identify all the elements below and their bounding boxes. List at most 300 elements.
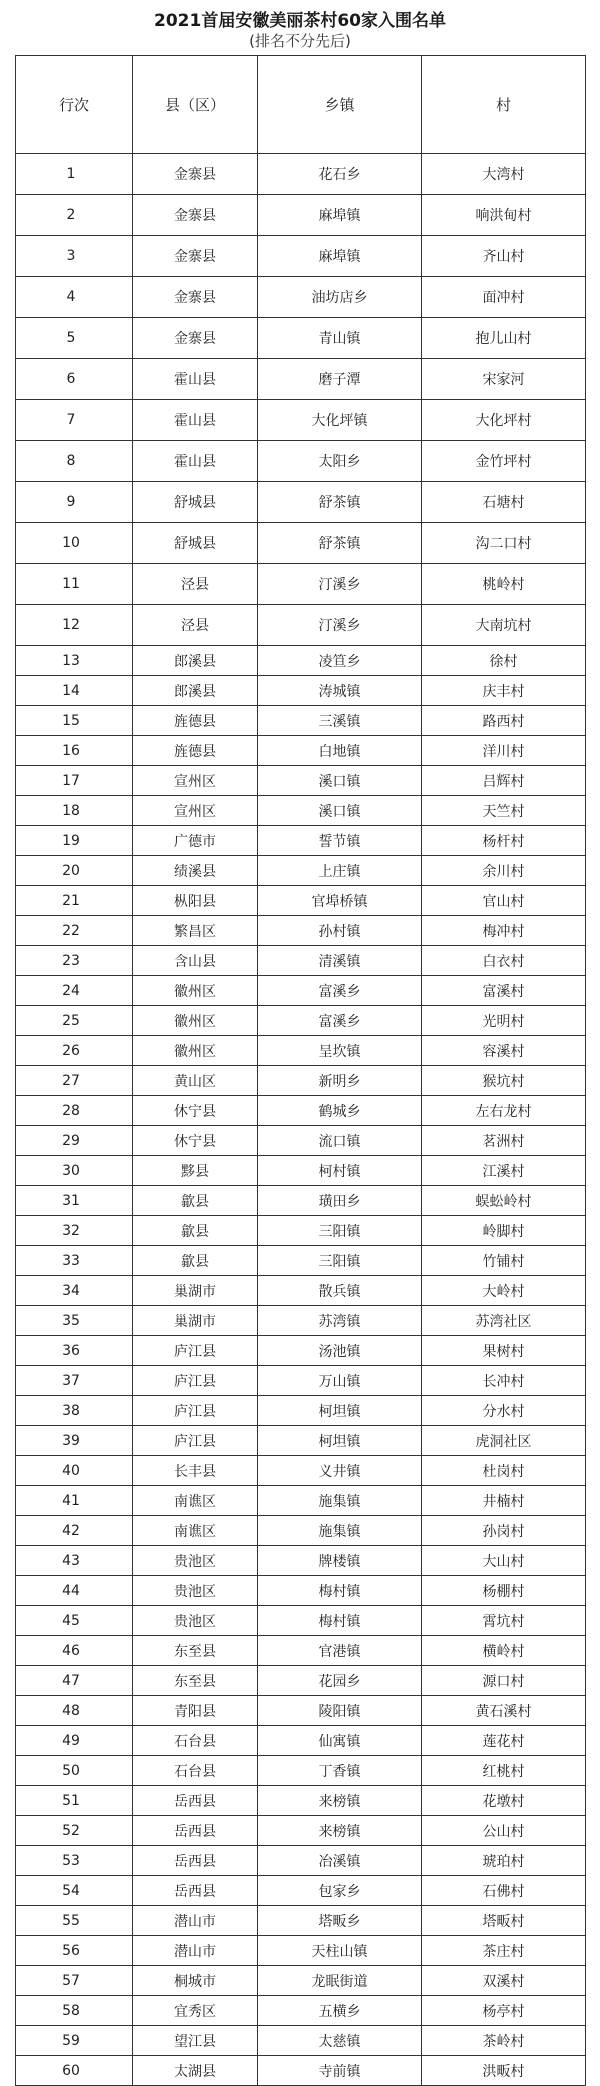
cell-village: 余川村: [422, 856, 586, 886]
cell-index: 51: [16, 1786, 133, 1816]
table-row: [16, 976, 586, 1006]
cell-town: 施集镇: [258, 1516, 422, 1546]
table-row: [16, 1636, 586, 1666]
cell-index: 18: [16, 796, 133, 826]
cell-town: 天柱山镇: [258, 1936, 422, 1966]
cell-county: 岳西县: [133, 1786, 258, 1816]
cell-county: 舒城县: [133, 523, 258, 564]
cell-village: 大化坪村: [422, 400, 586, 441]
cell-county: 庐江县: [133, 1336, 258, 1366]
cell-index: 39: [16, 1426, 133, 1456]
cell-village: 茶岭村: [422, 2026, 586, 2056]
cell-village: 洋川村: [422, 736, 586, 766]
cell-village: 茗洲村: [422, 1126, 586, 1156]
cell-town: 太阳乡: [258, 441, 422, 482]
cell-county: 徽州区: [133, 1036, 258, 1066]
cell-town: 舒茶镇: [258, 482, 422, 523]
cell-index: 10: [16, 523, 133, 564]
cell-county: 太湖县: [133, 2056, 258, 2086]
cell-town: 牌楼镇: [258, 1546, 422, 1576]
cell-village: 大山村: [422, 1546, 586, 1576]
cell-index: 56: [16, 1936, 133, 1966]
cell-village: 天竺村: [422, 796, 586, 826]
cell-county: 庐江县: [133, 1396, 258, 1426]
cell-town: 麻埠镇: [258, 236, 422, 277]
cell-town: 五横乡: [258, 1996, 422, 2026]
table-row: [16, 916, 586, 946]
cell-town: 璜田乡: [258, 1186, 422, 1216]
cell-village: 孙岗村: [422, 1516, 586, 1546]
cell-town: 陵阳镇: [258, 1696, 422, 1726]
cell-county: 青阳县: [133, 1696, 258, 1726]
cell-town: 花石乡: [258, 154, 422, 195]
cell-index: 58: [16, 1996, 133, 2026]
cell-village: 虎洞社区: [422, 1426, 586, 1456]
cell-index: 55: [16, 1906, 133, 1936]
cell-index: 11: [16, 564, 133, 605]
table-row: [16, 1756, 586, 1786]
cell-county: 霍山县: [133, 359, 258, 400]
cell-county: 潜山市: [133, 1936, 258, 1966]
cell-index: 59: [16, 2026, 133, 2056]
cell-town: 包家乡: [258, 1876, 422, 1906]
cell-town: 苏湾镇: [258, 1306, 422, 1336]
page-title: 2021首届安徽美丽茶村60家入围名单: [154, 11, 446, 31]
cell-town: 花园乡: [258, 1666, 422, 1696]
table-row: [16, 1966, 586, 1996]
cell-county: 霍山县: [133, 441, 258, 482]
cell-index: 60: [16, 2056, 133, 2086]
table-row: [16, 826, 586, 856]
cell-village: 桃岭村: [422, 564, 586, 605]
table-row: [16, 1426, 586, 1456]
table-row: [16, 482, 586, 523]
header-county: 县（区）: [133, 56, 258, 154]
table-row: [16, 1066, 586, 1096]
cell-village: 吕辉村: [422, 766, 586, 796]
table-row: [16, 1276, 586, 1306]
cell-index: 30: [16, 1156, 133, 1186]
cell-town: 麻埠镇: [258, 195, 422, 236]
table-row: [16, 1216, 586, 1246]
cell-town: 汀溪乡: [258, 564, 422, 605]
cell-county: 贵池区: [133, 1576, 258, 1606]
cell-county: 郎溪县: [133, 646, 258, 676]
table-row: [16, 1156, 586, 1186]
cell-index: 28: [16, 1096, 133, 1126]
cell-town: 官港镇: [258, 1636, 422, 1666]
table-row: [16, 856, 586, 886]
cell-index: 52: [16, 1816, 133, 1846]
cell-index: 35: [16, 1306, 133, 1336]
cell-town: 三阳镇: [258, 1246, 422, 1276]
table-row: [16, 1546, 586, 1576]
cell-village: 官山村: [422, 886, 586, 916]
cell-town: 清溪镇: [258, 946, 422, 976]
cell-index: 21: [16, 886, 133, 916]
cell-index: 44: [16, 1576, 133, 1606]
cell-town: 誓节镇: [258, 826, 422, 856]
table-row: [16, 1576, 586, 1606]
table-row: [16, 1846, 586, 1876]
cell-village: 茶庄村: [422, 1936, 586, 1966]
cell-county: 旌德县: [133, 736, 258, 766]
table-row: [16, 1816, 586, 1846]
cell-county: 潜山市: [133, 1906, 258, 1936]
cell-index: 37: [16, 1366, 133, 1396]
table-row: [16, 1516, 586, 1546]
cell-town: 太慈镇: [258, 2026, 422, 2056]
village-table: [15, 55, 586, 2086]
cell-index: 33: [16, 1246, 133, 1276]
cell-village: 大南坑村: [422, 605, 586, 646]
cell-town: 鹤城乡: [258, 1096, 422, 1126]
cell-town: 三溪镇: [258, 706, 422, 736]
cell-town: 三阳镇: [258, 1216, 422, 1246]
cell-county: 南谯区: [133, 1516, 258, 1546]
cell-index: 26: [16, 1036, 133, 1066]
cell-county: 巢湖市: [133, 1276, 258, 1306]
cell-town: 油坊店乡: [258, 277, 422, 318]
cell-index: 14: [16, 676, 133, 706]
cell-village: 岭脚村: [422, 1216, 586, 1246]
cell-village: 红桃村: [422, 1756, 586, 1786]
cell-county: 繁昌区: [133, 916, 258, 946]
table-row: [16, 766, 586, 796]
table-row: [16, 946, 586, 976]
cell-index: 2: [16, 195, 133, 236]
table-row: [16, 1186, 586, 1216]
cell-index: 54: [16, 1876, 133, 1906]
cell-index: 12: [16, 605, 133, 646]
cell-village: 杨杆村: [422, 826, 586, 856]
cell-index: 53: [16, 1846, 133, 1876]
cell-county: 金寨县: [133, 154, 258, 195]
cell-index: 13: [16, 646, 133, 676]
table-row: [16, 1606, 586, 1636]
cell-county: 庐江县: [133, 1366, 258, 1396]
cell-county: 贵池区: [133, 1606, 258, 1636]
cell-index: 24: [16, 976, 133, 1006]
cell-village: 大湾村: [422, 154, 586, 195]
cell-index: 23: [16, 946, 133, 976]
cell-town: 呈坎镇: [258, 1036, 422, 1066]
cell-county: 岳西县: [133, 1846, 258, 1876]
cell-town: 溪口镇: [258, 796, 422, 826]
cell-village: 塔畈村: [422, 1906, 586, 1936]
cell-town: 涛城镇: [258, 676, 422, 706]
cell-county: 东至县: [133, 1666, 258, 1696]
cell-town: 富溪乡: [258, 976, 422, 1006]
cell-village: 大岭村: [422, 1276, 586, 1306]
cell-town: 磨子潭: [258, 359, 422, 400]
cell-village: 沟二口村: [422, 523, 586, 564]
table-row: [16, 1396, 586, 1426]
cell-village: 苏湾社区: [422, 1306, 586, 1336]
cell-town: 柯坦镇: [258, 1396, 422, 1426]
table-row: [16, 1906, 586, 1936]
header-village: 村: [422, 56, 586, 154]
table-row: [16, 2026, 586, 2056]
cell-village: 井楠村: [422, 1486, 586, 1516]
cell-village: 蜈蚣岭村: [422, 1186, 586, 1216]
cell-county: 石台县: [133, 1726, 258, 1756]
cell-index: 29: [16, 1126, 133, 1156]
cell-county: 歙县: [133, 1186, 258, 1216]
cell-index: 41: [16, 1486, 133, 1516]
cell-index: 43: [16, 1546, 133, 1576]
cell-index: 15: [16, 706, 133, 736]
table-row: [16, 400, 586, 441]
header-town: 乡镇: [258, 56, 422, 154]
table-header-row: [16, 56, 586, 154]
cell-village: 石佛村: [422, 1876, 586, 1906]
table-row: [16, 1096, 586, 1126]
cell-village: 长冲村: [422, 1366, 586, 1396]
cell-village: 面冲村: [422, 277, 586, 318]
cell-county: 岳西县: [133, 1876, 258, 1906]
table-row: [16, 523, 586, 564]
table-row: [16, 1306, 586, 1336]
cell-village: 猴坑村: [422, 1066, 586, 1096]
cell-village: 徐村: [422, 646, 586, 676]
table-row: [16, 1726, 586, 1756]
cell-town: 丁香镇: [258, 1756, 422, 1786]
cell-county: 金寨县: [133, 277, 258, 318]
cell-town: 柯村镇: [258, 1156, 422, 1186]
cell-county: 霍山县: [133, 400, 258, 441]
cell-county: 贵池区: [133, 1546, 258, 1576]
table-row: [16, 1336, 586, 1366]
cell-county: 宣州区: [133, 796, 258, 826]
cell-town: 塔畈乡: [258, 1906, 422, 1936]
table-row: [16, 1696, 586, 1726]
cell-county: 舒城县: [133, 482, 258, 523]
cell-county: 绩溪县: [133, 856, 258, 886]
cell-county: 望江县: [133, 2026, 258, 2056]
cell-county: 广德市: [133, 826, 258, 856]
cell-town: 汀溪乡: [258, 605, 422, 646]
table-row: [16, 195, 586, 236]
cell-town: 流口镇: [258, 1126, 422, 1156]
cell-index: 17: [16, 766, 133, 796]
cell-county: 郎溪县: [133, 676, 258, 706]
cell-county: 金寨县: [133, 318, 258, 359]
table-row: [16, 1036, 586, 1066]
cell-county: 徽州区: [133, 976, 258, 1006]
cell-village: 公山村: [422, 1816, 586, 1846]
cell-village: 容溪村: [422, 1036, 586, 1066]
table-row: [16, 676, 586, 706]
table-body: [16, 154, 586, 2086]
cell-index: 9: [16, 482, 133, 523]
cell-index: 25: [16, 1006, 133, 1036]
cell-index: 57: [16, 1966, 133, 1996]
cell-index: 20: [16, 856, 133, 886]
table-row: [16, 359, 586, 400]
cell-town: 冶溪镇: [258, 1846, 422, 1876]
table-row: [16, 564, 586, 605]
cell-town: 万山镇: [258, 1366, 422, 1396]
cell-village: 洪畈村: [422, 2056, 586, 2086]
page-subtitle: (排名不分先后): [249, 32, 351, 50]
cell-county: 金寨县: [133, 236, 258, 277]
cell-village: 宋家河: [422, 359, 586, 400]
cell-village: 竹铺村: [422, 1246, 586, 1276]
cell-town: 舒茶镇: [258, 523, 422, 564]
cell-town: 新明乡: [258, 1066, 422, 1096]
cell-village: 霄坑村: [422, 1606, 586, 1636]
cell-village: 源口村: [422, 1666, 586, 1696]
table-row: [16, 1486, 586, 1516]
cell-county: 旌德县: [133, 706, 258, 736]
cell-town: 青山镇: [258, 318, 422, 359]
cell-village: 梅冲村: [422, 916, 586, 946]
cell-town: 孙村镇: [258, 916, 422, 946]
cell-town: 施集镇: [258, 1486, 422, 1516]
cell-county: 东至县: [133, 1636, 258, 1666]
cell-county: 徽州区: [133, 1006, 258, 1036]
cell-village: 横岭村: [422, 1636, 586, 1666]
cell-county: 黟县: [133, 1156, 258, 1186]
cell-index: 34: [16, 1276, 133, 1306]
cell-county: 宣州区: [133, 766, 258, 796]
cell-town: 上庄镇: [258, 856, 422, 886]
cell-county: 歙县: [133, 1216, 258, 1246]
table-row: [16, 441, 586, 482]
cell-village: 果树村: [422, 1336, 586, 1366]
cell-village: 抱儿山村: [422, 318, 586, 359]
cell-index: 47: [16, 1666, 133, 1696]
cell-village: 齐山村: [422, 236, 586, 277]
cell-index: 8: [16, 441, 133, 482]
cell-village: 杜岗村: [422, 1456, 586, 1486]
table-row: [16, 1936, 586, 1966]
cell-town: 大化坪镇: [258, 400, 422, 441]
cell-index: 48: [16, 1696, 133, 1726]
cell-county: 黄山区: [133, 1066, 258, 1096]
table-row: [16, 1996, 586, 2026]
cell-village: 杨亭村: [422, 1996, 586, 2026]
cell-index: 22: [16, 916, 133, 946]
cell-town: 富溪乡: [258, 1006, 422, 1036]
cell-index: 1: [16, 154, 133, 195]
cell-village: 花墩村: [422, 1786, 586, 1816]
cell-county: 南谯区: [133, 1486, 258, 1516]
cell-village: 响洪甸村: [422, 195, 586, 236]
cell-index: 27: [16, 1066, 133, 1096]
table-row: [16, 1246, 586, 1276]
cell-village: 莲花村: [422, 1726, 586, 1756]
cell-county: 休宁县: [133, 1126, 258, 1156]
cell-index: 45: [16, 1606, 133, 1636]
table-row: [16, 736, 586, 766]
header-index: 行次: [16, 56, 133, 154]
cell-index: 3: [16, 236, 133, 277]
cell-town: 汤池镇: [258, 1336, 422, 1366]
cell-town: 梅村镇: [258, 1576, 422, 1606]
table-row: [16, 1666, 586, 1696]
cell-county: 金寨县: [133, 195, 258, 236]
cell-county: 巢湖市: [133, 1306, 258, 1336]
table-row: [16, 277, 586, 318]
cell-county: 岳西县: [133, 1816, 258, 1846]
table-row: [16, 605, 586, 646]
cell-county: 泾县: [133, 605, 258, 646]
cell-village: 路西村: [422, 706, 586, 736]
cell-county: 泾县: [133, 564, 258, 605]
cell-village: 白衣村: [422, 946, 586, 976]
cell-village: 分水村: [422, 1396, 586, 1426]
cell-town: 溪口镇: [258, 766, 422, 796]
cell-village: 琥珀村: [422, 1846, 586, 1876]
cell-village: 光明村: [422, 1006, 586, 1036]
cell-village: 左右龙村: [422, 1096, 586, 1126]
table-row: [16, 1006, 586, 1036]
table-row: [16, 2056, 586, 2086]
cell-county: 宜秀区: [133, 1996, 258, 2026]
cell-county: 休宁县: [133, 1096, 258, 1126]
cell-index: 5: [16, 318, 133, 359]
table-row: [16, 236, 586, 277]
table-row: [16, 318, 586, 359]
table-row: [16, 1786, 586, 1816]
table-row: [16, 1456, 586, 1486]
cell-index: 50: [16, 1756, 133, 1786]
cell-county: 桐城市: [133, 1966, 258, 1996]
cell-town: 柯坦镇: [258, 1426, 422, 1456]
cell-town: 白地镇: [258, 736, 422, 766]
cell-town: 来榜镇: [258, 1816, 422, 1846]
cell-village: 金竹坪村: [422, 441, 586, 482]
cell-index: 42: [16, 1516, 133, 1546]
cell-town: 官埠桥镇: [258, 886, 422, 916]
table-row: [16, 796, 586, 826]
cell-county: 含山县: [133, 946, 258, 976]
cell-town: 龙眠街道: [258, 1966, 422, 1996]
cell-index: 7: [16, 400, 133, 441]
cell-index: 19: [16, 826, 133, 856]
cell-index: 40: [16, 1456, 133, 1486]
cell-village: 杨棚村: [422, 1576, 586, 1606]
cell-village: 庆丰村: [422, 676, 586, 706]
table-row: [16, 1876, 586, 1906]
cell-village: 江溪村: [422, 1156, 586, 1186]
cell-index: 38: [16, 1396, 133, 1426]
table-row: [16, 1366, 586, 1396]
cell-index: 16: [16, 736, 133, 766]
cell-town: 义井镇: [258, 1456, 422, 1486]
cell-county: 石台县: [133, 1756, 258, 1786]
cell-index: 31: [16, 1186, 133, 1216]
cell-index: 6: [16, 359, 133, 400]
cell-town: 寺前镇: [258, 2056, 422, 2086]
cell-town: 散兵镇: [258, 1276, 422, 1306]
cell-index: 4: [16, 277, 133, 318]
cell-town: 梅村镇: [258, 1606, 422, 1636]
table-row: [16, 706, 586, 736]
cell-county: 歙县: [133, 1246, 258, 1276]
table-row: [16, 154, 586, 195]
cell-village: 黄石溪村: [422, 1696, 586, 1726]
cell-town: 来榜镇: [258, 1786, 422, 1816]
cell-index: 32: [16, 1216, 133, 1246]
cell-county: 枞阳县: [133, 886, 258, 916]
cell-index: 49: [16, 1726, 133, 1756]
table-row: [16, 646, 586, 676]
cell-index: 46: [16, 1636, 133, 1666]
cell-index: 36: [16, 1336, 133, 1366]
